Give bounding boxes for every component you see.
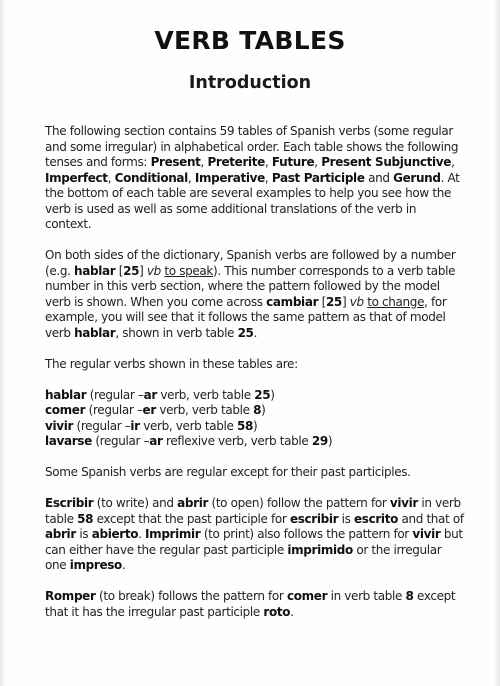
- table-number: 8: [405, 589, 414, 603]
- paragraph-romper: [45, 589, 465, 620]
- text: ,: [314, 155, 322, 169]
- participle-escrito: escrito: [354, 511, 398, 526]
- page-edge-shadow-right: [494, 0, 500, 686]
- text: ]: [341, 294, 350, 309]
- verb-name: comer: [45, 403, 86, 417]
- text: [: [115, 263, 124, 278]
- spacer: [45, 372, 465, 388]
- text: ,: [107, 170, 115, 185]
- list-item: [45, 419, 465, 435]
- paragraph-regular-intro: The regular verbs shown in these tables are:: [45, 356, 298, 371]
- text: (to break) follows the pattern for: [95, 589, 287, 603]
- verb-ending: ar: [143, 387, 157, 402]
- verb-vivir: vivir: [412, 527, 441, 541]
- page-subtitle: Introduction: [188, 73, 312, 93]
- participle-imprimido: imprimido: [287, 542, 353, 557]
- verb-abrir: abrir: [177, 496, 209, 510]
- table-number: 29: [311, 434, 328, 448]
- page-title: VERB TABLES: [154, 26, 346, 55]
- verb-ending: er: [142, 403, 156, 417]
- verb-imprimir: Imprimir: [145, 527, 201, 541]
- table-number: 25: [123, 263, 140, 278]
- text: On both sides of the dictionary, Spanish verbs are followed by a number (e.g.: [45, 248, 456, 278]
- verb-ending: ar: [149, 434, 163, 448]
- tense-imperfect: Imperfect: [45, 170, 108, 185]
- form-past-participle: Past Participle: [271, 170, 365, 185]
- paragraph-overview: [45, 124, 465, 233]
- text: verb, verb table: [139, 418, 237, 433]
- text: in verb table: [45, 496, 461, 526]
- text: (regular –: [85, 403, 143, 417]
- tense-future: Future: [271, 155, 315, 169]
- text: ): [253, 418, 258, 433]
- verb-hablar: hablar: [74, 325, 116, 340]
- spacer: [45, 233, 465, 249]
- verb-escribir: escribir: [289, 511, 339, 526]
- verb-name: hablar: [45, 387, 87, 402]
- translation-to-speak: to speak: [164, 263, 214, 278]
- text: (to open) follow the pattern for: [208, 496, 390, 510]
- text: (regular –: [73, 418, 131, 433]
- text: (regular –: [91, 434, 150, 448]
- text: . At the bottom of each table are several examples to help you see how the verb is used as well as some additional translations of the verb in context.: [45, 170, 460, 231]
- tense-present: Present: [150, 155, 201, 169]
- body-text: [45, 124, 465, 620]
- spacer: [45, 450, 465, 466]
- verb-ending: ir: [130, 418, 140, 433]
- text: except that the past participle for: [93, 511, 290, 526]
- text: is: [75, 527, 92, 541]
- paragraph-past-participles: Some Spanish verbs are regular except for their past participles.: [45, 465, 411, 479]
- regular-verb-list: [45, 388, 465, 450]
- text: ,: [264, 170, 272, 185]
- participle-abierto: abierto: [91, 527, 139, 541]
- text: but can either have the regular past participle: [45, 527, 463, 557]
- list-item: [45, 434, 465, 450]
- page-edge-shadow-left: [0, 0, 6, 686]
- text: verb, verb table: [155, 403, 254, 417]
- text: reflexive verb, verb table: [162, 434, 312, 448]
- text: and: [364, 170, 394, 185]
- text: ,: [187, 170, 195, 185]
- text: (regular –: [86, 387, 144, 402]
- tense-present-subjunctive: Present Subjunctive: [321, 155, 452, 169]
- text: The following section contains 59 tables of Spanish verbs (some regular and some irregular) in alphabetical order. Each table shows the following tenses and forms:: [45, 124, 459, 169]
- verb-abrir: abrir: [45, 527, 76, 541]
- spacer: [45, 574, 465, 590]
- text: or the irregular one: [45, 542, 442, 572]
- tense-preterite: Preterite: [207, 155, 265, 169]
- text: verb, verb table: [156, 387, 255, 402]
- spacer: [45, 481, 465, 497]
- form-gerund: Gerund: [393, 170, 441, 185]
- text: .: [290, 604, 294, 619]
- text: and that of: [397, 511, 464, 526]
- text: [: [318, 294, 326, 309]
- verb-name: lavarse: [45, 434, 92, 448]
- table-number: 25: [237, 325, 254, 340]
- table-number: 25: [254, 387, 271, 402]
- verb-vivir: vivir: [389, 496, 418, 510]
- spacer: [45, 341, 465, 357]
- participle-roto: roto: [263, 604, 291, 619]
- text: is: [338, 511, 355, 526]
- participle-impreso: impreso: [69, 558, 122, 572]
- list-item: [45, 403, 465, 419]
- tense-conditional: Conditional: [114, 170, 188, 185]
- tense-imperative: Imperative: [194, 170, 265, 185]
- text: ): [261, 403, 266, 417]
- verb-romper: Romper: [45, 589, 96, 603]
- text: (to write) and: [93, 496, 178, 510]
- table-number: 58: [77, 511, 94, 526]
- table-number: 8: [253, 403, 262, 417]
- paragraph-escribir-abrir: [45, 496, 465, 574]
- text: .: [253, 325, 258, 340]
- abbrev-vb: vb: [349, 294, 364, 309]
- paragraph-dictionary-numbers: [45, 248, 465, 341]
- verb-escribir: Escribir: [45, 496, 94, 510]
- verb-hablar: hablar: [74, 263, 116, 278]
- text: , for example, you will see that it follows the same pattern as that of model verb: [45, 294, 447, 340]
- text: ,: [451, 155, 455, 169]
- text: ): [270, 387, 275, 402]
- verb-name: vivir: [45, 418, 74, 433]
- text: , shown in verb table: [115, 325, 238, 340]
- text: ,: [264, 155, 272, 169]
- abbrev-vb: vb: [146, 263, 161, 278]
- verb-comer: comer: [286, 589, 328, 603]
- table-number: 25: [325, 294, 342, 309]
- text: ]: [139, 263, 147, 278]
- verb-cambiar: cambiar: [266, 294, 319, 309]
- text: ). This number corresponds to a verb table number in this verb section, where the pattern followed by the model verb is shown. When you come across: [45, 263, 456, 309]
- text: .: [121, 558, 126, 572]
- text: .: [138, 527, 146, 541]
- text: except that it has the irregular past participle: [45, 589, 456, 619]
- text: ,: [200, 155, 208, 169]
- text: (to print) also follows the pattern for: [200, 527, 413, 541]
- table-number: 58: [237, 418, 253, 433]
- translation-to-change: to change: [367, 294, 425, 309]
- list-item: [45, 388, 465, 404]
- text: ): [327, 434, 333, 448]
- text: in verb table: [327, 589, 406, 603]
